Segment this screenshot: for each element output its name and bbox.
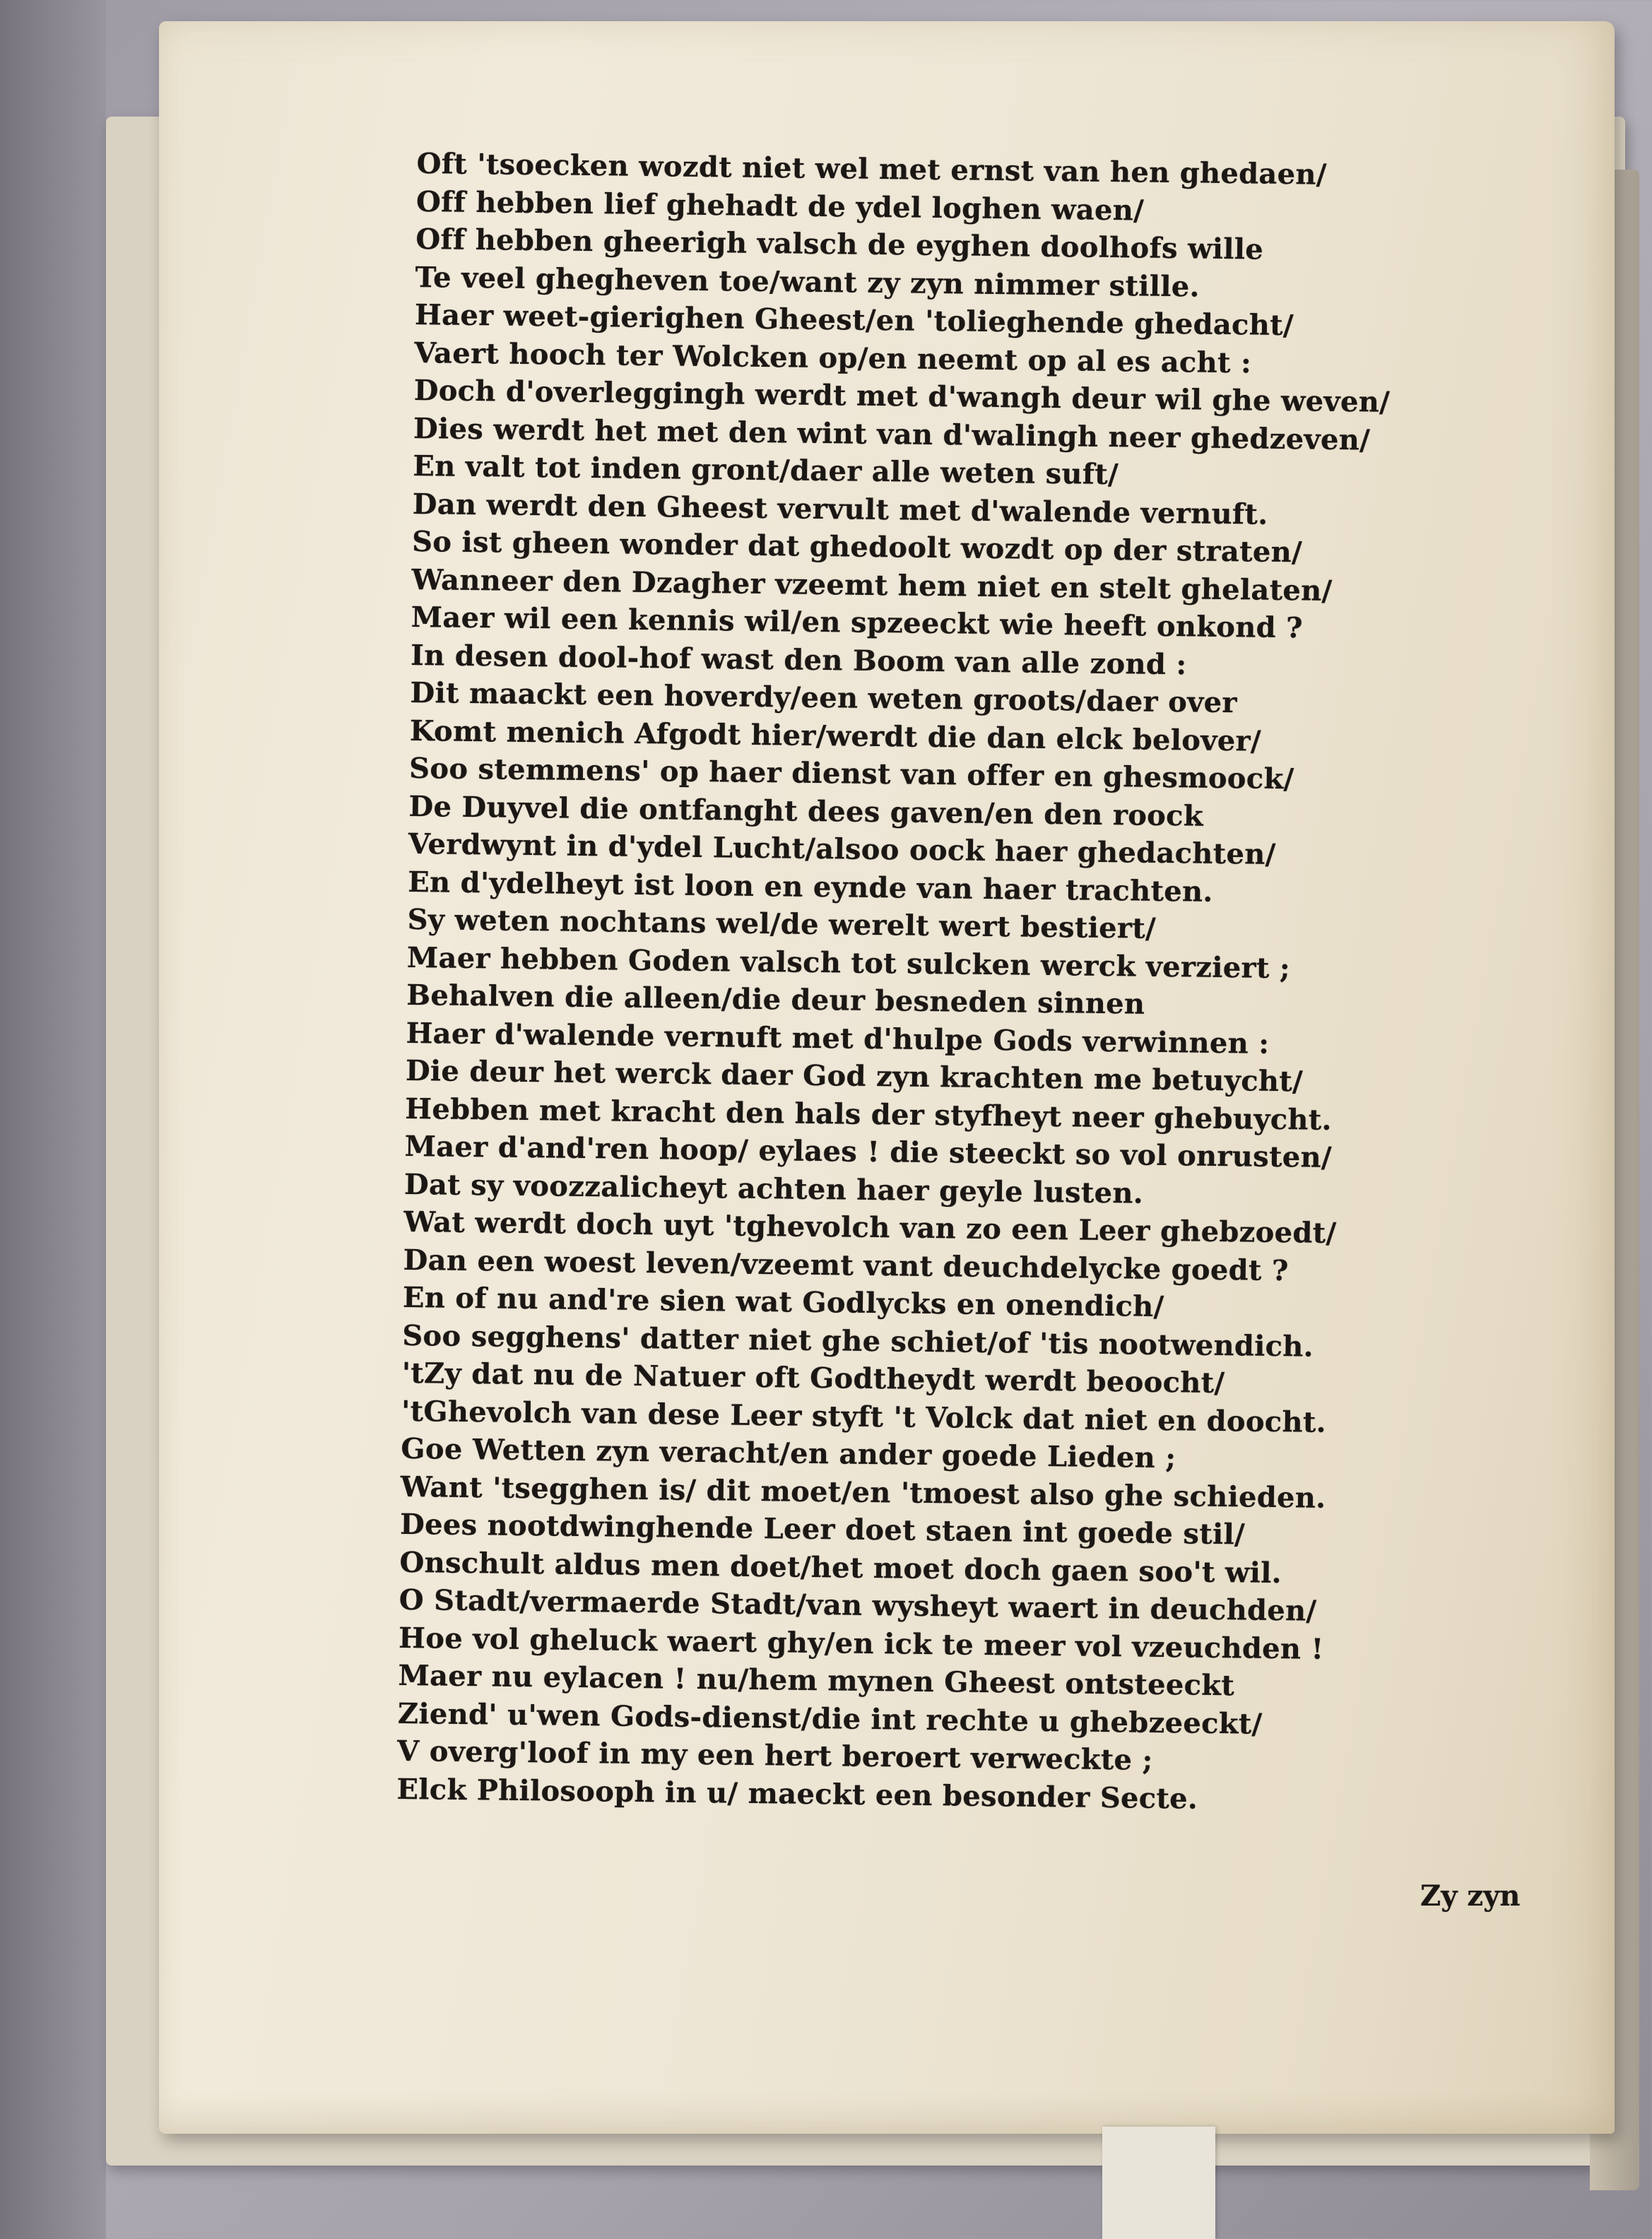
background-shadow	[0, 0, 106, 2239]
paper-tab	[1102, 2127, 1215, 2239]
verse-line: 'tGhevolch van dese Leer styft 't Volck dat niet en doocht.	[401, 1394, 1327, 1439]
verse-line: Sy weten nochtans wel/de werelt wert bestiert/	[407, 902, 1157, 945]
verse-line: Vaert hooch ter Wolcken op/en neemt op al es acht :	[414, 336, 1252, 379]
verse-line: Wanneer den Dzagher vzeemt hem niet en stelt ghelaten/	[411, 562, 1333, 608]
verse-line: Onschult aldus men doet/het moet doch gaen soo't wil.	[399, 1545, 1282, 1590]
verse-line: Wat werdt doch uyt 'tghevolch van zo een Leer ghebzoedt/	[403, 1205, 1337, 1251]
verse-line: 'tZy dat nu de Natuer oft Godtheydt werdt beoocht/	[401, 1356, 1225, 1400]
verse-line: So ist gheen wonder dat ghedoolt wozdt op der straten/	[411, 524, 1303, 569]
verse-line: Maer d'and'ren hoop/ eylaes ! die steeckt so vol onrusten/	[404, 1129, 1333, 1174]
verse-line: De Duyvel die ontfanght dees gaven/en den roock	[408, 789, 1204, 833]
verse-line: Haer weet-gierighen Gheest/en 'tolieghende ghedacht/	[414, 297, 1294, 343]
verse-line: Maer hebben Goden valsch tot sulcken werck verziert ;	[406, 940, 1291, 985]
verse-line: Komt menich Afgodt hier/werdt die dan elck belover/	[409, 714, 1262, 758]
verse-line: In desen dool-hof wast den Boom van alle zond :	[410, 638, 1187, 681]
verse-line: En valt tot inden gront/daer alle weten suft/	[413, 449, 1119, 492]
verse-line: O Stadt/vermaerde Stadt/van wysheyt waert in deuchden/	[399, 1583, 1317, 1628]
verse-line: Behalven die alleen/die deur besneden sinnen	[406, 978, 1145, 1021]
verse-line: Hoe vol gheluck waert ghy/en ick te meer vol vzeuchden !	[398, 1621, 1324, 1666]
verse-line: Die deur het werck daer God zyn krachten me betuycht/	[405, 1053, 1304, 1099]
verse-line: Dan werdt den Gheest vervult met d'walende vernuft.	[412, 487, 1268, 531]
verse-line: Ziend' u'wen Gods-dienst/die int rechte u ghebzeeckt/	[397, 1696, 1263, 1741]
verse-line: Soo segghens' datter niet ghe schiet/of 'tis nootwendich.	[402, 1318, 1314, 1364]
verse-line: Elck Philosooph in u/ maeckt een besonder Secte.	[396, 1772, 1198, 1816]
catchword: Zy zyn	[1420, 1879, 1521, 1913]
verse-line: Maer wil een kennis wil/en spzeeckt wie heeft onkond ?	[411, 600, 1304, 645]
verse-line: En of nu and're sien wat Godlycks en onendich/	[402, 1280, 1164, 1324]
verse-line: Goe Wetten zyn veracht/en ander goede Lieden ;	[401, 1431, 1176, 1475]
verse-line: V overg'loof in my een hert beroert verweckte ;	[396, 1734, 1153, 1777]
verse-line: Verdwynt in d'ydel Lucht/alsoo oock haer ghedachten/	[408, 827, 1276, 871]
verse-text-block	[396, 145, 1498, 1821]
verse-line: Te veel ghegheven toe/want zy zyn nimmer stille.	[415, 260, 1200, 304]
verse-line: Off hebben gheerigh valsch de eyghen doolhofs wille	[415, 222, 1264, 266]
verse-line: Dat sy voozzalicheyt achten haer geyle lusten.	[403, 1167, 1144, 1210]
verse-line: En d'ydelheyt ist loon en eynde van haer trachten.	[407, 865, 1213, 909]
verse-line: Dies werdt het met den wint van d'walingh neer ghedzeven/	[413, 411, 1371, 457]
verse-line: Maer nu eylacen ! nu/hem mynen Gheest ontsteeckt	[398, 1658, 1235, 1703]
verse-line: Dit maackt een hoverdy/een weten groots/daer over	[410, 675, 1238, 720]
verse-line: Off hebben lief ghehadt de ydel loghen waen/	[415, 184, 1145, 228]
verse-line: Soo stemmens' op haer dienst van offer en ghesmoock/	[408, 751, 1294, 796]
verse-line: Hebben met kracht den hals der styfheyt neer ghebuycht.	[405, 1092, 1333, 1137]
verse-line: Dees nootdwinghende Leer doet staen int goede stil/	[399, 1507, 1246, 1552]
verse-line: Haer d'walende vernuft met d'hulpe Gods verwinnen :	[406, 1016, 1270, 1061]
verse-line: Doch d'overleggingh werdt met d'wangh deur wil ghe weven/	[413, 373, 1391, 419]
verse-line: Want 'tsegghen is/ dit moet/en 'tmoest also ghe schieden.	[400, 1470, 1326, 1515]
verse-line: Oft 'tsoecken wozdt niet wel met ernst van hen ghedaen/	[416, 146, 1327, 191]
verse-line: Dan een woest leven/vzeemt vant deuchdelycke goedt ?	[403, 1243, 1289, 1287]
